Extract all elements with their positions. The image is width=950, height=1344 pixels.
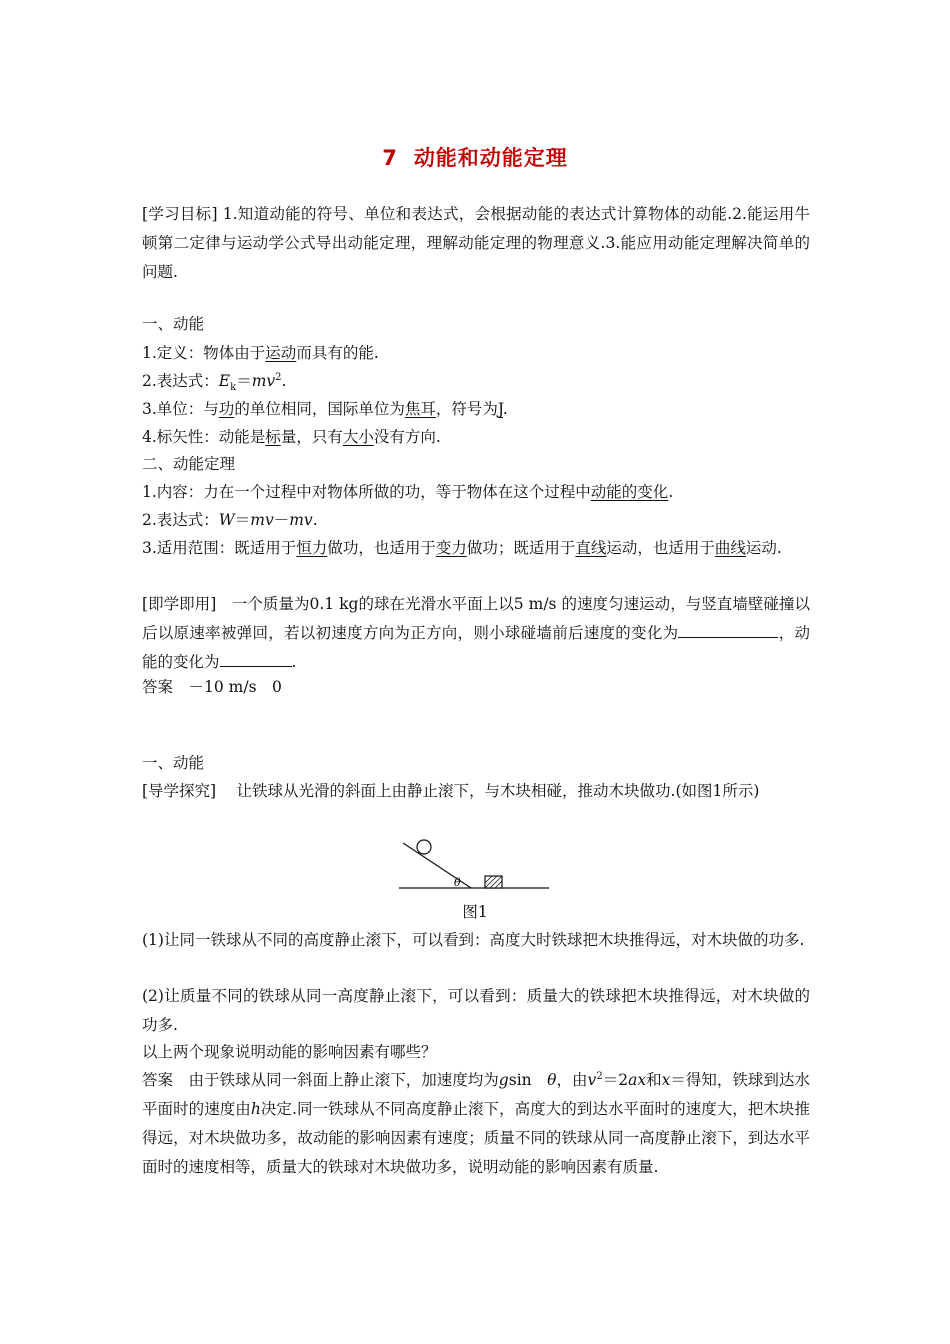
symbol-theta: θ [547,1071,557,1089]
text: 没有方向. [373,428,441,446]
answer-magnitude: 大小 [342,428,374,446]
answer-straight: 直线 [575,539,607,557]
answer-1: 答案 －10 m/s 0 [142,678,282,696]
equals: ＝ [234,511,251,529]
title-number: 7 [382,146,398,170]
section-heading-kinetic-energy-2: 一、动能 [142,754,205,772]
symbol-g: g [498,1071,509,1089]
text: 决定.同一铁球从不同高度静止滚下，高度大的到达水平面时的速度大，把木块推得远，对木块做功多，故动能的影响因素有速度；质量不同的铁球从同一高度静止滚下，到达水平面时的速度相等，质量大的铁球对木块做功多，说明动能的影响因素有质量. [142,1100,810,1176]
text: . [668,483,674,501]
applicable-range [142,534,810,563]
answer-change-of-ke: 动能的变化 [590,483,669,501]
text: sin [508,1071,548,1089]
section-heading-kinetic-energy: 一、动能 [142,315,205,333]
equals: ＝ [236,372,252,390]
observation-1: (1)让同一铁球从不同的高度静止滚下，可以看到：高度大时铁球把木块推得远，对木块做的功多. [142,931,805,949]
angle-label: θ [454,876,461,889]
theorem-content-line [142,478,673,507]
blank-2[interactable] [220,652,292,667]
text: ，动能的变化为 [142,624,810,671]
answer-curved: 曲线 [714,539,746,557]
text: 量，只有 [280,428,343,446]
symbol-w: W [218,511,235,529]
answer-2 [142,1066,810,1182]
learning-objectives: [学习目标] 1.知道动能的符号、单位和表达式，会根据动能的表达式计算物体的动能.2.能运用牛顿第二定律与运动学公式导出动能定理，理解动能定理的物理意义.3.能应用动能定理解决简单的问题. [142,205,810,281]
theorem-expression-line [142,506,318,535]
text: . [291,653,297,671]
text: 3.单位：与 [142,400,219,418]
text: . [281,372,287,390]
wood-block-icon [485,876,502,888]
question-text: [即学即用] 一个质量为0.1 kg的球在光滑水平面上以5 m/s 的速度匀速运动，与竖直墙壁碰撞以后以原速率被弹回，若以初速度方向为正方向，则小球碰墙前后速度的变化为 [142,595,810,642]
text: 4.标矢性：动能是 [142,428,266,446]
text: 运动，也适用于 [606,539,715,557]
text: 做功；既适用于 [466,539,576,557]
text: ，符号为 [435,400,498,418]
subscript-k: k [230,382,237,394]
symbol-mv: mv [250,511,274,529]
definition-line [142,339,379,368]
text: 运动. [745,539,782,557]
blank-1[interactable] [678,623,778,638]
answer-motion: 运动 [265,344,297,362]
text: ＝2 [602,1071,629,1089]
text: 而具有的能. [296,344,379,362]
answer-constant-force: 恒力 [296,539,328,557]
answer-j: J [497,400,503,418]
answer-variable-force: 变力 [435,539,467,557]
title-text: 动能和动能定理 [413,146,568,170]
superscript-2: 2 [275,371,282,383]
section-heading-theorem: 二、动能定理 [142,455,236,473]
scalar-line [142,423,441,452]
text: 和 [646,1071,662,1089]
text: 2.表达式： [142,511,219,529]
iron-ball-icon [417,840,431,854]
question: 以上两个现象说明动能的影响因素有哪些？ [142,1043,437,1061]
incline-line [403,843,471,888]
observation-2: (2)让质量不同的铁球从同一高度静止滚下，可以看到：质量大的铁球把木块推得远，对木块做的功多. [142,987,810,1034]
text: 的单位相同，国际单位为 [234,400,405,418]
text: 3.适用范围：既适用于 [142,539,297,557]
symbol-h: h [250,1100,261,1118]
figure-caption: 图1 [462,903,488,921]
answer-work: 功 [218,400,235,418]
minus: － [273,511,290,529]
text: . [312,511,318,529]
symbol-v: v [587,1071,597,1089]
text: . [502,400,508,418]
unit-line [142,395,508,424]
incline-diagram [399,834,551,894]
symbol-mv: mv [289,511,313,529]
text: ，由 [556,1071,588,1089]
answer-joule: 焦耳 [404,400,436,418]
text: 1.定义：物体由于 [142,344,266,362]
expression-line [142,367,286,396]
answer-scalar: 标 [265,428,281,446]
page-title [0,142,950,172]
symbol-e: E [218,372,231,390]
text: ＝得知，铁球到达水平面时的速度由 [142,1071,810,1118]
quick-practice [142,590,810,677]
text: 答案 由于铁球从同一斜面上静止滚下，加速度均为 [142,1071,499,1089]
guided-exploration: [导学探究] 让铁球从光滑的斜面上由静止滚下，与木块相碰，推动木块做功.(如图1所示) [142,782,760,800]
text: 做功，也适用于 [327,539,436,557]
superscript-2: 2 [596,1070,603,1082]
text: 2.表达式： [142,372,219,390]
symbol-ax: ax [628,1071,647,1089]
symbol-x: x [661,1071,671,1089]
symbol-mv: mv [251,372,276,390]
text: 1.内容：力在一个过程中对物体所做的功，等于物体在这个过程中 [142,483,591,501]
